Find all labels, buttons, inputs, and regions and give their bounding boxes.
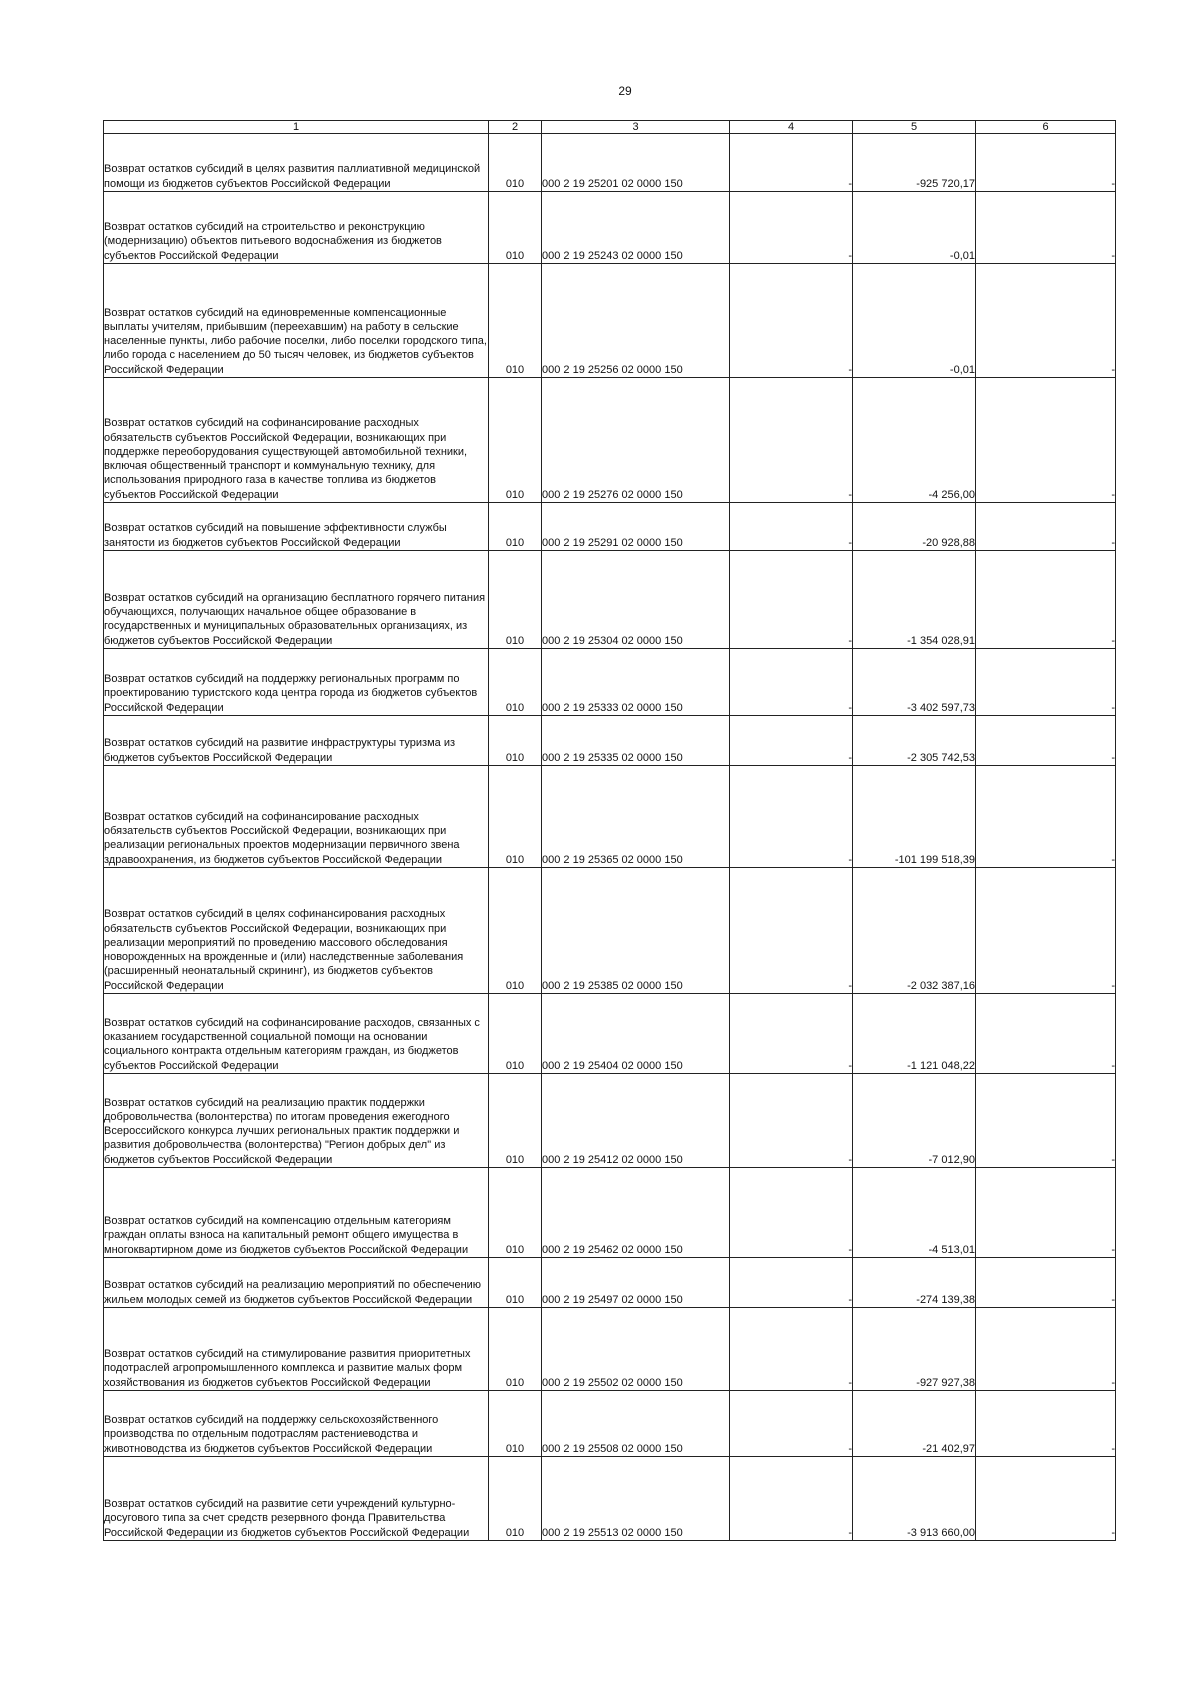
row-col5-value: -0,01	[853, 192, 976, 264]
row-budget-code: 000 2 19 25412 02 0000 150	[542, 1074, 730, 1168]
row-col6-value: -	[976, 1391, 1116, 1457]
row-admin-code: 010	[489, 994, 542, 1074]
row-col5-value: -101 199 518,39	[853, 766, 976, 868]
row-col6-value: -	[976, 378, 1116, 503]
page-number: 29	[618, 84, 632, 98]
row-admin-code: 010	[489, 192, 542, 264]
row-admin-code: 010	[489, 868, 542, 994]
row-admin-code: 010	[489, 1258, 542, 1308]
row-admin-code: 010	[489, 503, 542, 551]
row-description: Возврат остатков субсидий на организацию бесплатного горячего питания обучающихся, получающих начальное общее образование в государственных и муниципальных образовательных организациях, из бюджетов субъектов Российской Федерации	[104, 551, 489, 649]
row-budget-code: 000 2 19 25243 02 0000 150	[542, 192, 730, 264]
row-col4-value: -	[730, 192, 853, 264]
header-col-1: 1	[104, 121, 489, 134]
row-budget-code: 000 2 19 25365 02 0000 150	[542, 766, 730, 868]
table-row	[104, 551, 1116, 649]
row-col6-value: -	[976, 994, 1116, 1074]
row-col6-value: -	[976, 134, 1116, 192]
row-col4-value: -	[730, 649, 853, 716]
row-description: Возврат остатков субсидий на поддержку региональных программ по проектированию туристского кода центра города из бюджетов субъектов Российской Федерации	[104, 649, 489, 716]
row-col5-value: -274 139,38	[853, 1258, 976, 1308]
table-row	[104, 1457, 1116, 1541]
row-description: Возврат остатков субсидий на единовременные компенсационные выплаты учителям, прибывшим (переехавшим) на работу в сельские населенные пункты, либо рабочие поселки, либо поселки городского типа, либо города с населением до 50 тысяч человек, из бюджетов субъектов Российской Федерации	[104, 264, 489, 378]
row-budget-code: 000 2 19 25404 02 0000 150	[542, 994, 730, 1074]
row-admin-code: 010	[489, 1391, 542, 1457]
row-col4-value: -	[730, 766, 853, 868]
table-row	[104, 649, 1116, 716]
row-col4-value: -	[730, 1308, 853, 1391]
table-row	[104, 766, 1116, 868]
row-description: Возврат остатков субсидий на софинансирование расходов, связанных с оказанием государственной социальной помощи на основании социального контракта отдельным категориям граждан, из бюджетов субъектов Российской Федерации	[104, 994, 489, 1074]
table-row	[104, 503, 1116, 551]
row-description: Возврат остатков субсидий на строительство и реконструкцию (модернизацию) объектов питьевого водоснабжения из бюджетов субъектов Российской Федерации	[104, 192, 489, 264]
row-col5-value: -927 927,38	[853, 1308, 976, 1391]
row-col5-value: -4 513,01	[853, 1168, 976, 1258]
table-row	[104, 994, 1116, 1074]
row-admin-code: 010	[489, 766, 542, 868]
row-budget-code: 000 2 19 25502 02 0000 150	[542, 1308, 730, 1391]
row-description: Возврат остатков субсидий на повышение эффективности службы занятости из бюджетов субъектов Российской Федерации	[104, 503, 489, 551]
row-col5-value: -1 354 028,91	[853, 551, 976, 649]
header-col-5: 5	[853, 121, 976, 134]
row-budget-code: 000 2 19 25276 02 0000 150	[542, 378, 730, 503]
header-col-3: 3	[542, 121, 730, 134]
row-col4-value: -	[730, 716, 853, 766]
row-col6-value: -	[976, 649, 1116, 716]
row-col6-value: -	[976, 868, 1116, 994]
row-col4-value: -	[730, 1168, 853, 1258]
row-admin-code: 010	[489, 551, 542, 649]
row-col5-value: -3 913 660,00	[853, 1457, 976, 1541]
table-row	[104, 1074, 1116, 1168]
row-admin-code: 010	[489, 1457, 542, 1541]
table-row	[104, 1391, 1116, 1457]
row-col4-value: -	[730, 868, 853, 994]
row-col6-value: -	[976, 551, 1116, 649]
row-description: Возврат остатков субсидий на реализацию мероприятий по обеспечению жильем молодых семей из бюджетов субъектов Российской Федерации	[104, 1258, 489, 1308]
row-budget-code: 000 2 19 25291 02 0000 150	[542, 503, 730, 551]
row-budget-code: 000 2 19 25497 02 0000 150	[542, 1258, 730, 1308]
row-col4-value: -	[730, 503, 853, 551]
row-col6-value: -	[976, 1074, 1116, 1168]
table-row	[104, 1308, 1116, 1391]
row-budget-code: 000 2 19 25508 02 0000 150	[542, 1391, 730, 1457]
header-col-2: 2	[489, 121, 542, 134]
row-col6-value: -	[976, 716, 1116, 766]
row-description: Возврат остатков субсидий на развитие инфраструктуры туризма из бюджетов субъектов Российской Федерации	[104, 716, 489, 766]
row-admin-code: 010	[489, 649, 542, 716]
row-col4-value: -	[730, 264, 853, 378]
table-row	[104, 868, 1116, 994]
row-budget-code: 000 2 19 25462 02 0000 150	[542, 1168, 730, 1258]
row-col5-value: -3 402 597,73	[853, 649, 976, 716]
row-description: Возврат остатков субсидий на стимулирование развития приоритетных подотраслей агропромышленного комплекса и развитие малых форм хозяйствования из бюджетов субъектов Российской Федерации	[104, 1308, 489, 1391]
table-row	[104, 716, 1116, 766]
row-admin-code: 010	[489, 378, 542, 503]
row-col5-value: -4 256,00	[853, 378, 976, 503]
row-admin-code: 010	[489, 716, 542, 766]
table-row	[104, 134, 1116, 192]
budget-table	[103, 120, 1116, 1541]
row-col5-value: -20 928,88	[853, 503, 976, 551]
row-admin-code: 010	[489, 1308, 542, 1391]
row-admin-code: 010	[489, 1074, 542, 1168]
row-col5-value: -7 012,90	[853, 1074, 976, 1168]
row-admin-code: 010	[489, 1168, 542, 1258]
header-row	[104, 121, 1116, 134]
row-col5-value: -0,01	[853, 264, 976, 378]
row-col4-value: -	[730, 1258, 853, 1308]
row-col4-value: -	[730, 1457, 853, 1541]
row-description: Возврат остатков субсидий на реализацию практик поддержки добровольчества (волонтерства) по итогам проведения ежегодного Всероссийского конкурса лучших региональных практик поддержки и развития добровольчества (волонтерства) "Регион добрых дел" из бюджетов субъектов Российской Федерации	[104, 1074, 489, 1168]
row-description: Возврат остатков субсидий на развитие сети учреждений культурно-досугового типа за счет средств резервного фонда Правительства Российской Федерации из бюджетов субъектов Российской Федерации	[104, 1457, 489, 1541]
row-col6-value: -	[976, 766, 1116, 868]
row-description: Возврат остатков субсидий на софинансирование расходных обязательств субъектов Российской Федерации, возникающих при поддержке переоборудования существующей автомобильной техники, включая общественный транспорт и коммунальную технику, для использования природного газа в качестве топлива из бюджетов субъектов Российской Федерации	[104, 378, 489, 503]
row-description: Возврат остатков субсидий в целях софинансирования расходных обязательств субъектов Российской Федерации, возникающих при реализации мероприятий по проведению массового обследования новорожденных на врожденные и (или) наследственные заболевания (расширенный неонатальный скрининг), из бюджетов субъектов Российской Федерации	[104, 868, 489, 994]
row-budget-code: 000 2 19 25335 02 0000 150	[542, 716, 730, 766]
row-description: Возврат остатков субсидий на софинансирование расходных обязательств субъектов Российской Федерации, возникающих при реализации региональных проектов модернизации первичного звена здравоохранения, из бюджетов субъектов Российской Федерации	[104, 766, 489, 868]
row-col6-value: -	[976, 1258, 1116, 1308]
table-row	[104, 378, 1116, 503]
header-col-4: 4	[730, 121, 853, 134]
row-col5-value: -1 121 048,22	[853, 994, 976, 1074]
table-row	[104, 264, 1116, 378]
table-row	[104, 192, 1116, 264]
row-admin-code: 010	[489, 264, 542, 378]
row-col5-value: -2 305 742,53	[853, 716, 976, 766]
row-description: Возврат остатков субсидий на компенсацию отдельным категориям граждан оплаты взноса на капитальный ремонт общего имущества в многоквартирном доме из бюджетов субъектов Российской Федерации	[104, 1168, 489, 1258]
row-col5-value: -2 032 387,16	[853, 868, 976, 994]
row-budget-code: 000 2 19 25304 02 0000 150	[542, 551, 730, 649]
row-col4-value: -	[730, 994, 853, 1074]
row-col4-value: -	[730, 134, 853, 192]
row-budget-code: 000 2 19 25333 02 0000 150	[542, 649, 730, 716]
row-col6-value: -	[976, 1308, 1116, 1391]
row-col5-value: -21 402,97	[853, 1391, 976, 1457]
row-col6-value: -	[976, 264, 1116, 378]
row-budget-code: 000 2 19 25385 02 0000 150	[542, 868, 730, 994]
row-col6-value: -	[976, 192, 1116, 264]
row-col6-value: -	[976, 1168, 1116, 1258]
row-budget-code: 000 2 19 25256 02 0000 150	[542, 264, 730, 378]
row-col6-value: -	[976, 1457, 1116, 1541]
row-col6-value: -	[976, 503, 1116, 551]
row-col4-value: -	[730, 1074, 853, 1168]
row-col4-value: -	[730, 378, 853, 503]
row-col4-value: -	[730, 1391, 853, 1457]
row-description: Возврат остатков субсидий на поддержку сельскохозяйственного производства по отдельным подотраслям растениеводства и животноводства из бюджетов субъектов Российской Федерации	[104, 1391, 489, 1457]
row-col5-value: -925 720,17	[853, 134, 976, 192]
header-col-6: 6	[976, 121, 1116, 134]
table-row	[104, 1258, 1116, 1308]
table-row	[104, 1168, 1116, 1258]
row-col4-value: -	[730, 551, 853, 649]
row-budget-code: 000 2 19 25201 02 0000 150	[542, 134, 730, 192]
row-budget-code: 000 2 19 25513 02 0000 150	[542, 1457, 730, 1541]
row-description: Возврат остатков субсидий в целях развития паллиативной медицинской помощи из бюджетов субъектов Российской Федерации	[104, 134, 489, 192]
row-admin-code: 010	[489, 134, 542, 192]
